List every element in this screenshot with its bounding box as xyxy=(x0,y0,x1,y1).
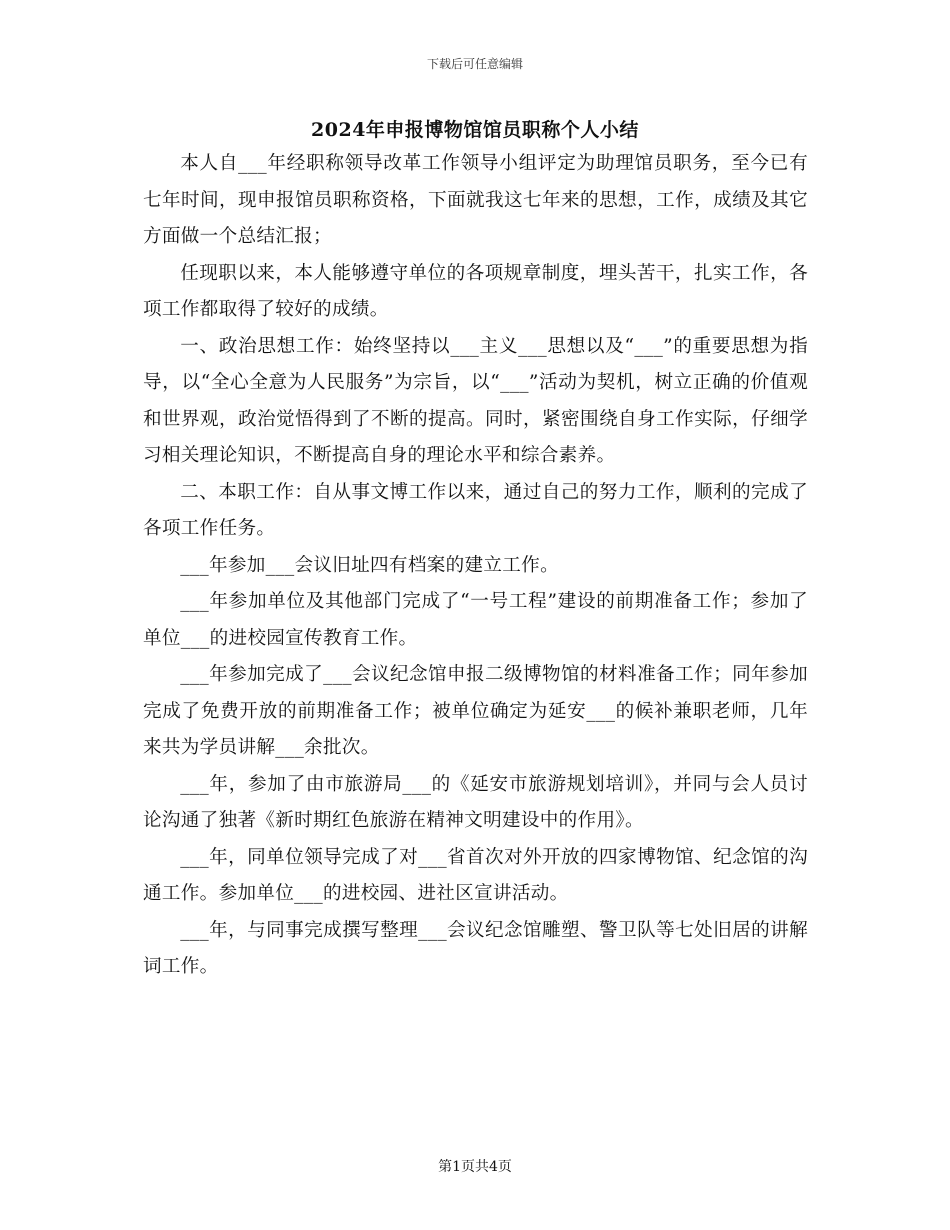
document-body xyxy=(143,146,808,986)
page-number: 第1页共4页 xyxy=(438,1159,512,1175)
paragraph-job-duties: 二、本职工作：自从事文博工作以来，通过自己的努力工作，顺利的完成了各项工作任务。 xyxy=(143,481,808,539)
paragraph-item-4: ___年，参加了由市旅游局___的《延安市旅游规划培训》，并同与会人员讨论沟通了独著《新时期红色旅游在精神文明建设中的作用》。 xyxy=(143,773,808,831)
document-title: 2024年申报博物馆馆员职称个人小结 xyxy=(311,119,639,141)
paragraph-item-2: ___年参加单位及其他部门完成了“一号工程”建设的前期准备工作；参加了单位___的进校园宣传教育工作。 xyxy=(143,591,808,649)
paragraph-item-1: ___年参加___会议旧址四有档案的建立工作。 xyxy=(180,554,559,576)
paragraph-item-3: ___年参加完成了___会议纪念馆申报二级博物馆的材料准备工作；同年参加完成了免费开放的前期准备工作；被单位确定为延安___的候补兼职老师，几年来共为学员讲解___余批次。 xyxy=(143,664,808,758)
paragraph-summary: 任现职以来，本人能够遵守单位的各项规章制度，埋头苦干，扎实工作，各项工作都取得了较好的成绩。 xyxy=(143,262,808,320)
page-header-note: 下载后可任意编辑 xyxy=(426,57,523,71)
paragraph-intro: 本人自___年经职称领导改革工作领导小组评定为助理馆员职务，至今已有七年时间，现申报馆员职称资格，下面就我这七年来的思想，工作，成绩及其它方面做一个总结汇报； xyxy=(143,153,808,247)
paragraph-item-6: ___年，与同事完成撰写整理___会议纪念馆雕塑、警卫队等七处旧居的讲解词工作。 xyxy=(143,919,808,977)
paragraph-political: 一、政治思想工作：始终坚持以___主义___思想以及“___”的重要思想为指导，以“全心全意为人民服务”为宗旨，以“___”活动为契机，树立正确的价值观和世界观，政治觉悟得到了不断的提高。同时，紧密围绕自身工作实际，仔细学习相关理论知识，不断提高自身的理论水平和综合素养。 xyxy=(143,335,808,466)
paragraph-item-5: ___年，同单位领导完成了对___省首次对外开放的四家博物馆、纪念馆的沟通工作。参加单位___的进校园、进社区宣讲活动。 xyxy=(143,846,808,904)
